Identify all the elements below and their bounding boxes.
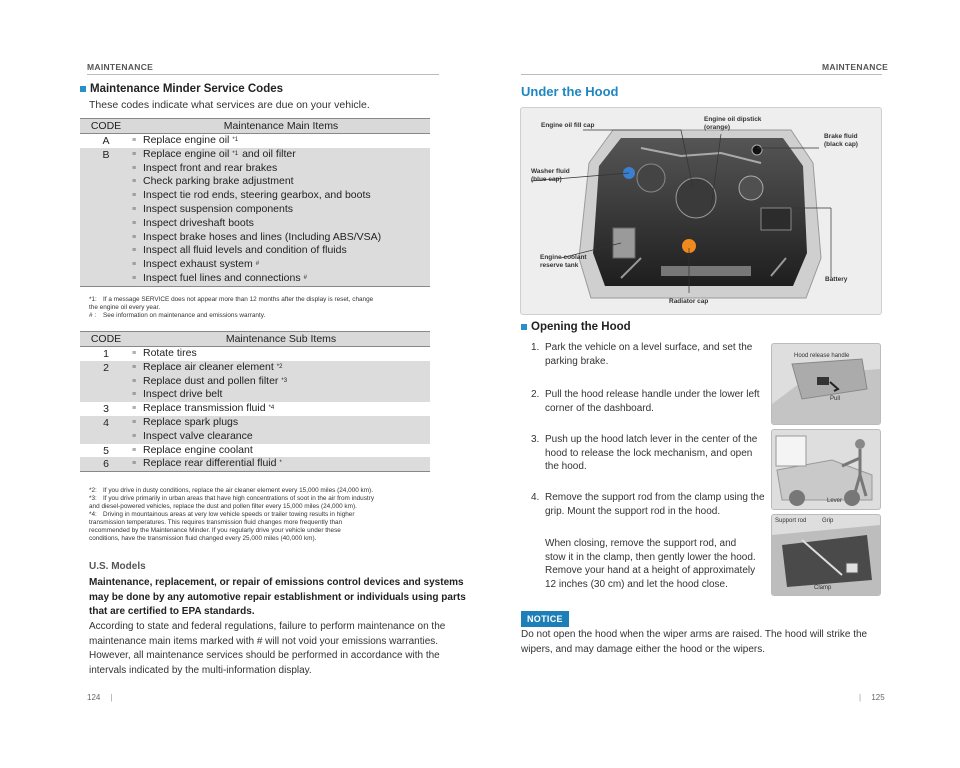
step-text: hood to release the lock mechanism, and open [545, 447, 753, 459]
footnote-text: See information on maintenance and emissions warranty. [103, 312, 266, 319]
step-line [531, 402, 760, 416]
step-text: Park the vehicle on a level surface, and set the [545, 342, 753, 353]
callout-battery: Battery [825, 276, 848, 283]
item-text: Replace engine oil [143, 134, 230, 146]
item-text: Replace transmission fluid [143, 402, 266, 415]
hood-release-label: Hood release handle [794, 353, 850, 359]
bullet-icon: ≡ [132, 247, 137, 255]
code-cell: 3 [103, 403, 109, 416]
footnote-text: the engine oil every year. [89, 304, 161, 311]
text-line: that are certified to EPA standards. [89, 606, 255, 617]
step-2 [531, 388, 760, 415]
text-line: intervals indicated by the multi-information display. [89, 664, 312, 676]
bullet-icon: ≡ [132, 205, 137, 213]
table-row [80, 416, 430, 444]
footnote-ref: # [303, 274, 307, 281]
footnote-line [89, 304, 441, 312]
list-item [132, 175, 430, 189]
code-cell: 4 [80, 416, 132, 444]
lever-label: Lever [827, 498, 843, 504]
list-item [132, 231, 430, 245]
step-text: parking brake. [545, 355, 609, 367]
items-cell [132, 347, 430, 361]
list-item [132, 402, 430, 416]
bullet-icon: ≡ [132, 274, 137, 282]
step-line [531, 341, 752, 355]
text-line: Maintenance, replacement, or repair of emissions control devices and systems [89, 577, 464, 588]
step-number: 3. [531, 434, 540, 445]
list-item [132, 258, 430, 272]
items-cell [132, 361, 430, 402]
step-text: grip. Mount the support rod in the hood. [545, 505, 721, 517]
engine-bay-illustration [520, 107, 882, 315]
item-text: Inspect valve clearance [143, 429, 253, 442]
us-models-paragraph [89, 620, 445, 678]
text-line: When closing, remove the support rod, and [545, 538, 737, 549]
footnote-ref: *2 [276, 363, 283, 370]
notice-text [521, 628, 867, 657]
footnote-ref: *4 [268, 405, 275, 412]
maintenance-codes-title: Maintenance Minder Service Codes [80, 83, 283, 95]
notice-badge: NOTICE [521, 611, 569, 627]
main-footnotes [89, 296, 441, 320]
step-text: Remove the support rod from the clamp using the [545, 492, 765, 503]
item-text: Inspect drive belt [143, 388, 223, 401]
footnote-text: If a message SERVICE does not appear more than 12 months after the display is reset, change [103, 296, 374, 303]
list-item [132, 347, 430, 361]
right-page-number: 125 [871, 693, 885, 702]
item-text: Inspect tie rod ends, steering gearbox, and boots [143, 189, 371, 202]
footnote-ref: *1 [232, 137, 239, 143]
text-line: However, all maintenance services should be performed in accordance with the [89, 650, 440, 661]
closing-instructions [545, 537, 756, 591]
table-row [80, 148, 430, 286]
right-running-header: MAINTENANCE [822, 62, 889, 72]
main-col-code: CODE [80, 119, 132, 134]
bullet-icon: ≡ [132, 405, 137, 413]
code-cell: 5 [103, 444, 109, 457]
items-cell [132, 416, 430, 444]
text-line: maintenance main items marked with # will not void your emissions warranties. [89, 635, 439, 647]
sub-items-table-wrap [80, 331, 430, 472]
callout-radiator-cap: Radiator cap [669, 298, 709, 305]
hood-release-image [771, 343, 881, 425]
bullet-icon: ≡ [132, 219, 137, 227]
list-item [132, 148, 430, 162]
item-text: Replace engine oil [143, 147, 230, 160]
code-cell: 1 [103, 348, 109, 360]
step-number: 2. [531, 389, 540, 400]
bullet-icon: ≡ [132, 192, 137, 200]
list-item [132, 388, 430, 402]
items-cell [132, 148, 430, 286]
list-item [132, 203, 430, 217]
support-rod-image [771, 514, 881, 596]
step-text: corner of the dashboard. [545, 402, 654, 414]
clamp-label: Clamp [814, 585, 832, 591]
list-item [132, 272, 430, 286]
us-models-bold-paragraph [89, 576, 466, 620]
under-the-hood-title: Under the Hood [521, 84, 619, 99]
step-line [531, 388, 760, 402]
footnote-key: *2: [89, 487, 97, 494]
footnote-line [89, 527, 441, 535]
bullet-icon: ≡ [132, 377, 137, 385]
footnote-line [89, 495, 441, 503]
bullet-icon: ≡ [132, 137, 137, 144]
right-page-divider: | [859, 693, 862, 702]
bullet-icon: ≡ [132, 233, 137, 241]
table-row [80, 402, 430, 416]
step-line [531, 433, 757, 447]
item-text: Inspect all fluid levels and condition of fluids [143, 244, 347, 257]
list-item [132, 217, 430, 231]
footnote-line [89, 487, 441, 495]
callout-oil-dipstick: Engine oil dipstick (orange) [704, 116, 762, 131]
left-running-header: MAINTENANCE [87, 62, 154, 72]
left-header-rule [87, 74, 439, 75]
footnote-line [89, 296, 441, 304]
list-item [132, 189, 430, 203]
footnote-key: *3: [89, 495, 97, 502]
sub-col-code: CODE [80, 332, 132, 347]
sub-footnotes [89, 487, 441, 543]
item-text: Replace rear differential fluid [143, 457, 277, 470]
list-item [132, 162, 430, 176]
item-text: Replace spark plugs [143, 415, 239, 428]
footnote-text: Driving in mountainous areas at very low vehicle speeds or trailer towing results in higher [103, 511, 355, 518]
code-cell: 6 [80, 457, 132, 471]
square-bullet-icon [80, 86, 86, 92]
left-page-number: 124 [87, 693, 101, 702]
items-cell [132, 134, 430, 148]
text-line: 12 inches (30 cm) and let the hood close. [545, 578, 728, 590]
footnote-text: transmission temperatures. This requires transmission fluid changes more frequently than [89, 519, 343, 526]
step-4 [531, 491, 765, 518]
footnote-key: *1: [89, 296, 97, 303]
grip-label: Grip [822, 518, 834, 524]
text-line: may be done by any automotive repair establishment or individuals using parts [89, 591, 466, 603]
items-cell [132, 457, 430, 471]
bullet-icon: ≡ [132, 460, 137, 468]
hood-lever-drawing [772, 430, 880, 509]
bullet-icon: ≡ [132, 150, 137, 158]
text-line: According to state and federal regulations, failure to perform maintenance on the [89, 621, 446, 632]
footnote-line [89, 535, 441, 543]
footnote-line [89, 503, 441, 511]
footnote-text: recommended by the Maintenance Minder. If you regularly drive your vehicle under these [89, 527, 341, 534]
step-1 [531, 341, 752, 368]
step-line [531, 355, 752, 369]
us-models-title: U.S. Models [89, 561, 146, 572]
list-item [132, 430, 430, 444]
support-rod-drawing [772, 515, 880, 595]
bullet-icon: ≡ [132, 350, 137, 357]
list-item [132, 134, 430, 148]
item-text-tail: and oil filter [242, 147, 296, 160]
bullet-icon: ≡ [132, 391, 137, 399]
footnote-line [89, 511, 441, 519]
text-line: wipers, and may damage either the hood or the wipers. [521, 643, 766, 655]
item-text: Inspect suspension components [143, 202, 294, 215]
list-item [132, 457, 430, 471]
list-item [132, 375, 430, 389]
items-cell [132, 444, 430, 458]
footnote-ref: *3 [281, 377, 288, 384]
left-page-divider: | [110, 693, 113, 702]
step-line [531, 505, 765, 519]
footnote-key: *4: [89, 511, 97, 518]
footnote-line [89, 312, 441, 320]
callout-coolant-tank: Engine coolant reserve tank [540, 254, 587, 269]
pull-label: Pull [830, 396, 841, 402]
item-text: Check parking brake adjustment [143, 175, 294, 188]
step-line [531, 491, 765, 505]
bullet-icon: ≡ [132, 363, 137, 371]
bullet-icon: ≡ [132, 432, 137, 440]
table-row [80, 134, 430, 148]
main-items-table-wrap [80, 118, 430, 287]
callout-brake-fluid: Brake fluid (black cap) [824, 133, 858, 148]
bullet-icon: ≡ [132, 261, 137, 269]
step-number: 1. [531, 342, 540, 353]
table-row [80, 347, 430, 361]
square-bullet-icon [521, 324, 527, 330]
item-text: Rotate tires [143, 347, 197, 359]
left-page-footer [87, 693, 113, 702]
code-cell: B [80, 148, 132, 286]
item-text: Inspect driveshaft boots [143, 216, 254, 229]
list-item [132, 361, 430, 375]
table-row [80, 457, 430, 471]
footnote-ref: * [279, 460, 282, 467]
support-rod-label: Support rod [775, 518, 807, 524]
step-line [531, 447, 757, 461]
list-item [132, 244, 430, 258]
table-row [80, 361, 430, 402]
bullet-icon: ≡ [132, 178, 137, 186]
item-text: Inspect brake hoses and lines (Including ABS/VSA) [143, 230, 382, 243]
item-text: Inspect front and rear brakes [143, 161, 278, 174]
step-line [531, 460, 757, 474]
step-number: 4. [531, 492, 540, 503]
item-text: Inspect fuel lines and connections [143, 271, 301, 284]
step-3 [531, 433, 757, 474]
footnote-text: and diesel-powered vehicles, replace the dust and pollen filter every 15,000 miles (24,000 km). [89, 503, 357, 510]
sub-col-desc: Maintenance Sub Items [132, 332, 430, 347]
maintenance-codes-intro: These codes indicate what services are due on your vehicle. [89, 99, 370, 111]
item-text: Replace air cleaner element [143, 360, 274, 373]
main-col-desc: Maintenance Main Items [132, 119, 430, 134]
bullet-icon: ≡ [132, 164, 137, 172]
footnote-text: If you drive primarily in urban areas that have high concentrations of soot in the air from industry [103, 495, 375, 502]
callout-washer-fluid: Washer fluid (blue cap) [531, 168, 570, 183]
text-line: Do not open the hood when the wiper arms are raised. The hood will strike the [521, 629, 868, 640]
item-text: Replace engine coolant [143, 443, 253, 456]
footnote-key: # : [89, 312, 97, 319]
footnote-ref: # [255, 261, 260, 268]
footnote-text: If you drive in dusty conditions, replace the air cleaner element every 15,000 miles (24,000 km). [103, 487, 373, 494]
item-text: Replace dust and pollen filter [143, 374, 279, 387]
table-row [80, 444, 430, 458]
hood-lever-image [771, 429, 881, 510]
step-text: Pull the hood release handle under the lower left [545, 389, 760, 400]
step-text: Push up the hood latch lever in the center of the [545, 434, 758, 445]
right-page-footer [859, 693, 885, 702]
list-item [132, 416, 430, 430]
code-cell: A [102, 135, 110, 147]
bullet-icon: ≡ [132, 418, 137, 426]
code-cell: 2 [80, 361, 132, 402]
callout-oil-fill-cap: Engine oil fill cap [541, 122, 595, 129]
step-text: the hood. [545, 461, 587, 472]
footnote-text: conditions, have the transmission fluid changed every 25,000 miles (40,000 km). [89, 535, 317, 542]
list-item [132, 444, 430, 458]
right-header-rule [521, 74, 882, 75]
footnote-ref: *1 [232, 150, 239, 157]
main-items-table [80, 118, 430, 287]
sub-items-table [80, 331, 430, 472]
items-cell [132, 402, 430, 416]
text-line: stow it in the clamp, then gently lower the hood. [545, 551, 756, 563]
bullet-icon: ≡ [132, 446, 137, 454]
opening-hood-title: Opening the Hood [521, 321, 631, 333]
text-line: Remove your hand at a height of approximately [545, 565, 756, 576]
footnote-line [89, 519, 441, 527]
item-text: Inspect exhaust system [143, 258, 253, 271]
